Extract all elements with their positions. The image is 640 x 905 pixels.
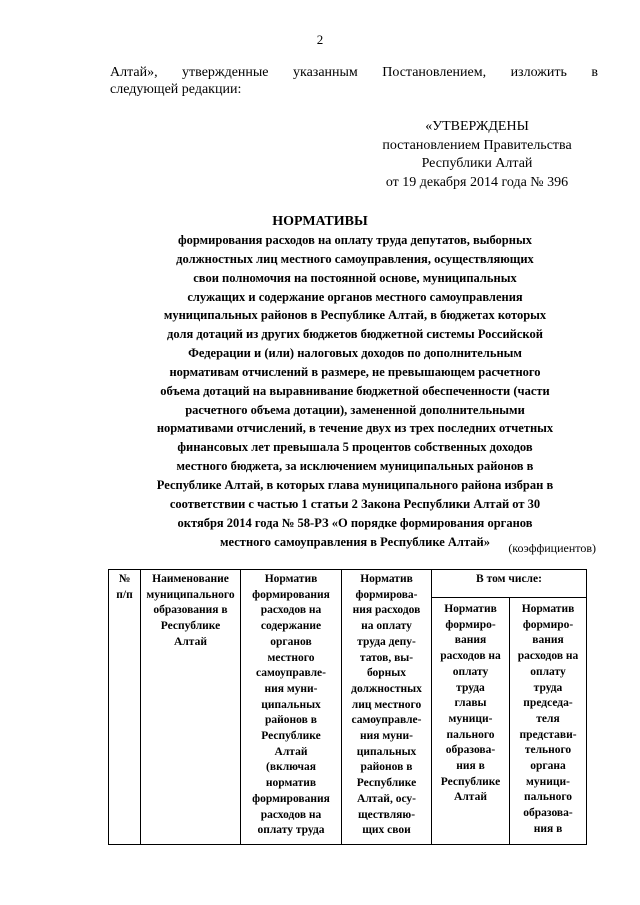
header-maintenance-norm-cell <box>241 570 342 845</box>
cell-text-line: Республике <box>356 777 417 790</box>
header-municipality-cell <box>141 570 241 845</box>
intro-paragraph <box>110 64 598 98</box>
cell-text-line: борных <box>366 667 407 680</box>
cell-text-line: Алтай <box>174 635 207 648</box>
cell-text-line: ния в <box>533 822 563 835</box>
document-title: НОРМАТИВЫ <box>272 214 368 229</box>
intro-word: Постановлением, <box>382 65 487 80</box>
table-header-row-1 <box>109 570 587 598</box>
cell-text-line: председа- <box>523 697 573 710</box>
cell-text-line: Норматив <box>264 573 318 585</box>
cell-text-line: лиц местного <box>351 698 422 711</box>
units-note: (коэффициентов) <box>508 541 596 555</box>
cell-text-line: оплату труда <box>257 824 325 837</box>
intro-word: изложить <box>510 65 567 80</box>
cell-text-line: ния в <box>456 760 485 773</box>
cell-text-line: образова- <box>445 744 496 757</box>
cell-text-line: самоуправле- <box>351 714 422 727</box>
cell-text-line: теля <box>536 712 560 725</box>
header-including-cell: В том числе: <box>432 570 587 598</box>
subtitle-line: Республике Алтай, в которых глава муниципального района избран в <box>156 477 554 492</box>
cell-text-line: муници- <box>526 775 570 788</box>
intro-word: в <box>591 65 598 80</box>
cell-text-line: пального <box>523 791 573 804</box>
cell-text-line: ществляю- <box>357 808 416 821</box>
cell-text-line: расходов на <box>260 604 322 617</box>
cell-text-line: формирования <box>252 588 330 601</box>
cell-text-line: должностных <box>351 682 422 695</box>
cell-text-line: Норматив <box>521 603 575 615</box>
header-deputies-norm-cell <box>342 570 432 845</box>
cell-text-line: органов <box>270 635 312 648</box>
cell-text-line: труда <box>456 681 485 694</box>
subtitle-line: расчетного объема дотации), замененной дополнительными <box>185 402 525 417</box>
subtitle-line: октября 2014 года № 58-РЗ «О порядке формирования органов <box>177 515 533 530</box>
cell-text-line: оплату <box>530 665 566 678</box>
approval-line: от 19 декабря 2014 года № 396 <box>385 174 569 190</box>
cell-text-line: Алтай <box>454 791 487 804</box>
subtitle-line: соответствии с частью 1 статьи 2 Закона Республики Алтай от 30 <box>169 496 541 511</box>
intro-word: утвержденные <box>182 65 269 80</box>
intro-line-2: следующей редакции: <box>110 82 242 97</box>
cell-text-line: (включая <box>266 761 316 774</box>
header-number-cell <box>109 570 141 845</box>
cell-text-line: районов в <box>360 761 413 774</box>
cell-text-line: п/п <box>116 588 133 601</box>
cell-text-line: расходов на <box>517 650 579 663</box>
subtitle-line: нормативами отчислений, в течение двух из трех последних отчетных <box>156 421 554 436</box>
approval-stamp <box>362 118 592 192</box>
cell-text-line: формирования <box>252 792 330 805</box>
cell-text-line: формиро- <box>522 618 574 631</box>
cell-text-line: расходов на <box>440 650 501 663</box>
header-chairman-norm-cell <box>510 598 587 845</box>
norms-table <box>108 569 587 845</box>
page-number: 2 <box>316 32 324 47</box>
subtitle-line: формирования расходов на оплату труда депутатов, выборных <box>178 233 532 247</box>
cell-text-line: органа <box>530 760 566 773</box>
cell-text-line: татов, вы- <box>359 651 414 664</box>
approval-line: «УТВЕРЖДЕНЫ <box>425 119 529 134</box>
cell-text-line: представи- <box>519 728 577 741</box>
cell-text-line: норматив <box>265 777 317 790</box>
cell-text-line: № <box>118 573 131 585</box>
cell-text-line: тельного <box>524 744 572 757</box>
cell-text-line: ния расходов <box>352 604 421 617</box>
cell-text-line: формиро- <box>445 618 496 631</box>
cell-text-line: щих свои <box>362 824 411 837</box>
cell-text-line: Норматив <box>444 603 497 615</box>
cell-text-line: вания <box>454 634 487 647</box>
cell-text-line: образования в <box>153 604 228 617</box>
cell-text-line: районов в <box>265 714 317 727</box>
approval-line: постановлением Правительства <box>382 137 572 153</box>
subtitle-line: свои полномочия на постоянной основе, муниципальных <box>193 270 517 285</box>
cell-text-line: ципальных <box>356 745 417 758</box>
intro-word: Алтай», <box>110 65 158 80</box>
cell-text-line: ния муни- <box>264 682 318 695</box>
cell-text-line: муници- <box>448 712 493 725</box>
cell-text-line: Алтай <box>274 745 308 758</box>
cell-text-line: муниципального <box>146 588 235 601</box>
subtitle-line: местного самоуправления в Республике Алтай» <box>220 534 490 549</box>
cell-text-line: вания <box>532 634 564 647</box>
cell-text-line: пального <box>446 728 495 741</box>
subtitle-line: финансовых лет превышала 5 процентов собственных доходов <box>177 440 533 455</box>
cell-text-line: Норматив <box>360 573 413 585</box>
header-head-norm-cell <box>432 598 510 845</box>
cell-text-line: расходов на <box>260 808 322 821</box>
intro-word: указанным <box>292 65 358 80</box>
cell-text-line: Алтай, осу- <box>357 792 416 805</box>
subtitle-line: нормативам отчислений в размере, не превышающем расчетного <box>169 364 541 379</box>
approval-line: Республики Алтай <box>421 156 533 171</box>
cell-text-line: Республике <box>261 730 321 743</box>
cell-text-line: местного <box>267 651 315 664</box>
subtitle-line: должностных лиц местного самоуправления, осуществляющих <box>176 251 534 266</box>
cell-text-line: содержание <box>260 620 322 633</box>
cell-text-line: ния муни- <box>359 730 413 743</box>
cell-text-line: главы <box>454 697 487 710</box>
cell-text-line: образова- <box>523 807 573 820</box>
subtitle-line: доля дотаций из других бюджетов бюджетной системы Российской <box>167 327 543 342</box>
cell-text-line: труда <box>533 681 563 694</box>
cell-text-line: ципальных <box>261 698 321 711</box>
subtitle-line: служащих и содержание органов местного самоуправления <box>187 289 523 304</box>
cell-text-line: труда депу- <box>357 635 416 648</box>
subtitle-line: объема дотаций на выравнивание бюджетной обеспеченности (части <box>160 383 550 398</box>
subtitle-line: местного бюджета, за исключением муниципальных районов в <box>176 459 534 474</box>
cell-text-line: Республике <box>160 620 221 633</box>
intro-line-1 <box>110 64 598 81</box>
cell-text-line: формирова- <box>355 588 418 601</box>
cell-text-line: Республике <box>440 775 501 788</box>
cell-text-line: самоуправле- <box>256 667 326 680</box>
document-subtitle <box>108 231 602 551</box>
cell-text-line: оплату <box>452 665 489 678</box>
cell-text-line: Наименование <box>152 573 229 585</box>
subtitle-line: Федерации и (или) налоговых доходов по дополнительным <box>188 346 522 361</box>
cell-text-line: на оплату <box>361 620 412 633</box>
subtitle-line: муниципальных районов в Республике Алтай, в бюджетах которых <box>163 308 547 323</box>
